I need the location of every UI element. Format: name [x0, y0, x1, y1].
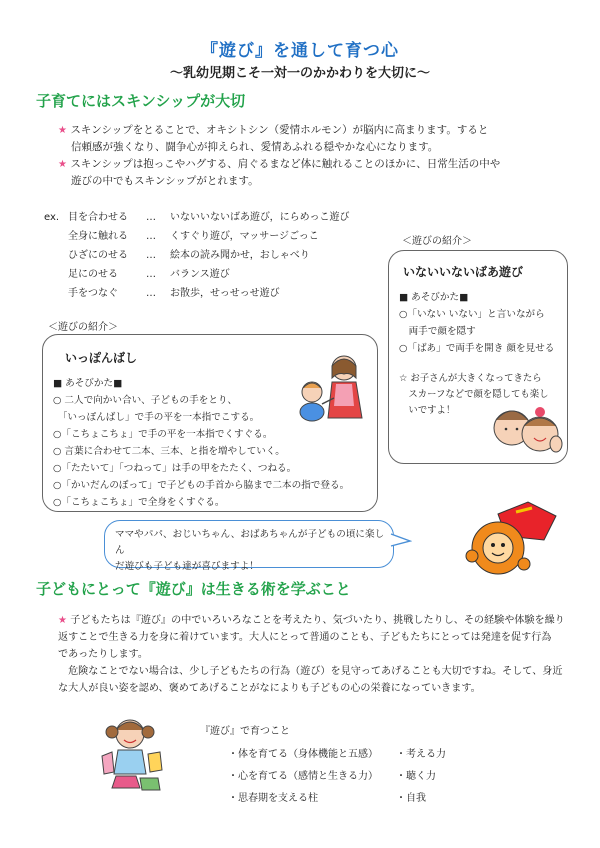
grow-title: 『遊び』で育つこと	[200, 726, 290, 737]
star-icon: ★	[58, 159, 67, 170]
page-subtitle: ～乳幼児期こそ一対一のかかわりを大切に～	[169, 66, 430, 81]
intro-label-left: ＜遊びの紹介＞	[48, 322, 118, 333]
bullet-2: ★ スキンシップは抱っこやハグする、肩ぐるまなど体に触れることのほかに、日常生活の中や 遊びの中でもスキンシップがとれます。	[58, 158, 501, 187]
speech-bubble: ママやパパ、おじいちゃん、おばあちゃんが子どもの頃に楽しん だ遊びも子ども達が喜びますよ！	[104, 520, 394, 568]
grow-right-list: ・考える力 ・聴く力 ・自我	[396, 749, 446, 804]
intro-label-right: ＜遊びの紹介＞	[402, 236, 472, 247]
example-sep: …	[146, 250, 156, 261]
mother-child-illustration	[292, 348, 370, 428]
example-action: 全身に触れる	[68, 231, 128, 242]
peekaboo-howto: ■ あそびかた■ ○「いない いない」と言いながら 両手で顔を隠す ○「ばあ」で両手を開き 顔を見せる	[399, 292, 555, 354]
example-play: お散歩，せっせっせ遊び	[170, 288, 280, 299]
grow-left-list: ・体を育てる（身体機能と五感） ・心を育てる（感情と生きる力） ・思春期を支える柱	[228, 749, 378, 804]
star-icon: ★	[58, 125, 67, 136]
ipponbashi-howto: ■ あそびかた■ ○ 二人で向かい合い、子どもの手をとり、 「いっぽんばし」で手の平を一本指でこする。 ○「こちょこちょ」で手の平を一本指でくすぐる。 ○ 言葉に合わせて二本、三本、と指を増やしていく。 ○「たたいて」「つねって」は手の甲をたたく、つねる。 ○「かいだんのぼって」で子どもの手首から脇まで二本の指で登る。 ○「こちょこちょ」で全身をくすぐる。	[53, 378, 350, 508]
bubble-tail	[390, 532, 412, 550]
example-sep: …	[146, 288, 156, 299]
section2-paragraph: ★ 子どもたちは『遊び』の中でいろいろなことを考えたり、気づいたり、挑戦したりし、その経験や体験を繰り 返すことで生きる力を身に着けています。大人にとって普通のことも、子どもたちにとっては発達を促す行為 であったりします。 危険なことでない場合は、少し子どもたちの行為（遊び）を見守ってあげることも大切ですね。そして、身近 な大人が良い姿を認め、褒めてあげることがなによりも子どもの心の栄養になっていきます。	[58, 615, 565, 694]
example-action: 目を合わせる	[68, 212, 128, 223]
example-action: 手をつなぐ	[68, 288, 118, 299]
example-action: ひざにのせる	[68, 250, 128, 261]
peekaboo-note: ☆ お子さんが大きくなってきたら スカーフなどで顔を隠しても楽し いですよ！	[399, 373, 549, 416]
example-action: 足にのせる	[68, 269, 118, 280]
section2-heading: 子どもにとって『遊び』は生きる術を学ぶこと	[36, 580, 351, 598]
example-play: バランス遊び	[170, 269, 230, 280]
star-icon: ★	[58, 615, 67, 626]
example-play: くすぐり遊び，マッサージごっこ	[170, 231, 319, 242]
ex-label: ex.	[44, 212, 60, 223]
example-sep: …	[146, 231, 156, 242]
example-sep: …	[146, 269, 156, 280]
mascot-illustration	[458, 494, 568, 584]
ipponbashi-title: いっぽんばし	[65, 351, 138, 365]
peekaboo-illustration	[490, 396, 565, 458]
girl-dressup-illustration	[96, 712, 178, 792]
example-play: いないいないばあ遊び，にらめっこ遊び	[170, 212, 350, 223]
section1-heading: 子育てにはスキンシップが大切	[36, 92, 246, 110]
bullet-1: ★ スキンシップをとることで、オキシトシン（愛情ホルモン）が脳内に高まります。すると 信頼感が強くなり、闘争心が抑えられ、愛情あふれる穏やかな心になります。	[58, 124, 489, 153]
section1-bullets	[58, 122, 578, 190]
example-play: 絵本の読み聞かせ，おしゃべり	[170, 250, 310, 261]
page-title: 『遊び』を通して育つ心	[201, 41, 399, 61]
peekaboo-title: いないいないばあ遊び	[403, 265, 524, 279]
example-sep: …	[146, 212, 156, 223]
